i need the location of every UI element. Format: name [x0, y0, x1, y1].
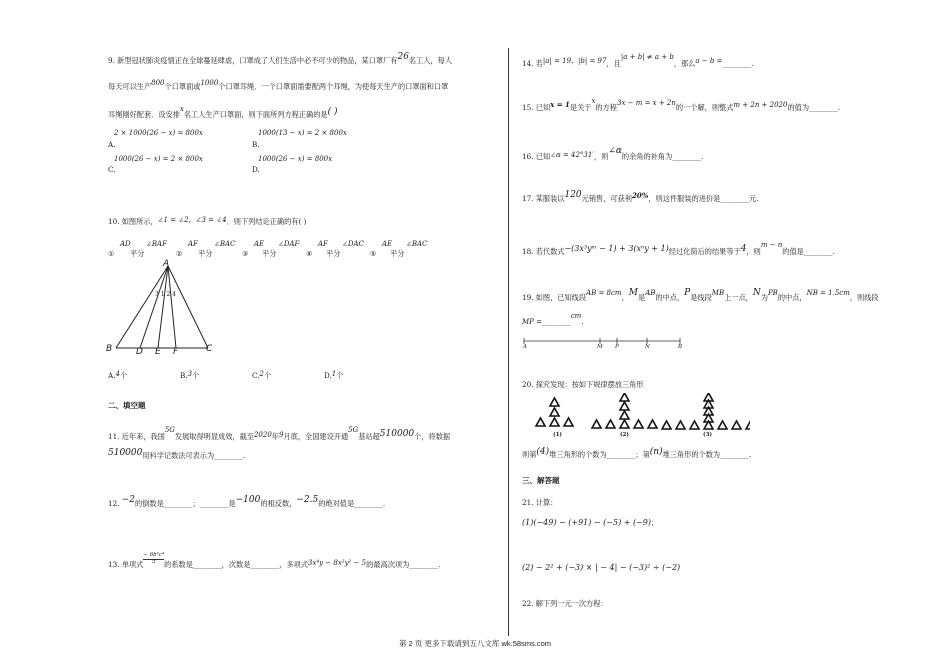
q9-option-c-label[interactable]: C. [108, 165, 116, 174]
point-d-label: D [136, 347, 143, 357]
q19-line2 [522, 312, 584, 327]
q20-stem: 20. 探究发现：按如下规律摆放三角形 [522, 380, 644, 389]
q19-text: 是线段 [690, 293, 712, 302]
q11-line1 [108, 426, 451, 443]
q14-text: ，那么 [673, 59, 696, 68]
q19-val: MB [711, 289, 725, 297]
q9-option-c-expr: 1000(26 − x) = 2 × 800x [114, 155, 203, 163]
q11-val: 5G [348, 426, 359, 434]
q10-option-a[interactable] [108, 372, 127, 381]
q9-text: 名工人生产口罩面，则下面所列方程正确的是 [183, 110, 328, 119]
q21-expr2 [522, 563, 680, 573]
q12-val: −2.5 [296, 495, 319, 505]
q19-text: . [581, 317, 584, 326]
q10-item-b: ∠BAC [406, 240, 428, 248]
line-ae [158, 266, 168, 348]
q9-option-a-label[interactable]: A. [108, 140, 116, 149]
q17-text: 17. 某服装以 [522, 194, 565, 203]
option-unit: 个 [264, 371, 272, 380]
q10-item-mid: 平分 [326, 249, 341, 258]
option-num: 3 [187, 370, 193, 378]
q19-val: P [684, 288, 691, 298]
q16-text: 的余角的补角为________. [621, 152, 704, 161]
q20-val: (4) [536, 447, 550, 457]
q19-text: 上一点， [724, 293, 753, 302]
q10-option-c[interactable] [252, 372, 271, 381]
q21-stem: 21. 计算： [522, 498, 558, 507]
q10-text: 10. 如图所示， [108, 217, 158, 226]
q9-option-d-label[interactable]: D. [252, 165, 260, 174]
seg-point-b: B [678, 344, 683, 350]
q14-val: a − b = [695, 57, 723, 65]
q19-text: 为 [760, 293, 768, 302]
q20-answer [522, 447, 752, 461]
q9-line1 [108, 52, 453, 67]
q14-text: ________. [722, 59, 754, 68]
q14-val: |a| = 19，|b| = 97 [542, 57, 607, 65]
q9-num-800: 800 [151, 79, 165, 87]
q10-text: ．则下列结论正确的有( ) [226, 217, 307, 226]
q11-text: 11. 近年来，我国 [108, 432, 165, 441]
q10-stem [108, 218, 306, 227]
q14-val: |a + b| ≠ a + b [620, 53, 674, 61]
q10-item-b: ∠DAC [342, 240, 364, 248]
q15-val: x = 1 [550, 100, 570, 109]
q10-item-b: ∠BAC [214, 240, 236, 248]
q9-var-x: x [179, 105, 184, 113]
option-letter: D. [324, 371, 332, 380]
q9-text: 个口罩面或 [164, 82, 201, 91]
q9-line3 [108, 105, 338, 121]
q12-text: 12. [108, 499, 122, 508]
seg-point-a: A [523, 344, 527, 350]
point-e-label: E [155, 347, 161, 357]
column-divider [508, 48, 509, 636]
q10-item-a: AF [188, 240, 198, 248]
q19-text: 的中点， [777, 293, 807, 302]
q16-text: 16. 已知 [522, 152, 551, 161]
q15 [522, 97, 841, 113]
q11-val: 2020 [253, 431, 272, 439]
q11-text: 个，将数据 [414, 432, 451, 441]
vertex-a-label: A [163, 259, 170, 269]
line-af [168, 266, 176, 348]
q9-option-b-label[interactable]: B. [252, 140, 260, 149]
q16-val: ∠α [608, 146, 622, 156]
q17-text: 元销售，可获利 [581, 194, 632, 203]
point-f-label: F [173, 347, 179, 357]
q20-triangle-pattern [520, 393, 750, 437]
q19-val: AB [645, 289, 656, 297]
q10-item-a: AF [318, 240, 328, 248]
q9-option-b-expr: 1000(13 − x) = 2 × 800x [258, 129, 347, 137]
q17-text: ，则这件服装的进价是________元. [648, 194, 759, 203]
option-num: 1 [331, 370, 337, 378]
q15-text: 是关于 [569, 103, 592, 112]
q19-val: N [752, 288, 761, 298]
option-unit: 个 [119, 371, 128, 380]
seg-point-p: P [615, 344, 619, 350]
q11-text: 用科学记数法可表示为________. [142, 451, 246, 460]
q13-monomial [143, 553, 164, 565]
q10-item-mid: 平分 [390, 249, 405, 258]
q10-item-num: ④ [306, 249, 313, 258]
q19-text: ， [621, 293, 629, 302]
q19-val: PB [767, 289, 778, 297]
q22-stem: 22. 解下列一元一次方程： [522, 599, 608, 608]
q13-text: 的系数是________，次数是________，多项式 [164, 560, 308, 569]
seg-point-n: N [645, 344, 650, 350]
option-unit: 个 [192, 371, 200, 380]
q20-val: (n) [649, 447, 663, 457]
option-unit: 个 [336, 371, 344, 380]
q9-text: 每天可以生产 [108, 82, 152, 91]
q18-text: ，则 [746, 247, 761, 256]
angle-labels: 3 1 2 4 [155, 291, 176, 298]
option-letter: B. [180, 371, 188, 380]
q13 [108, 552, 441, 571]
q10-option-b[interactable] [180, 372, 199, 381]
q15-text: 的值为________. [787, 103, 841, 112]
q20-text: 则第 [522, 450, 537, 459]
q17-val: 20% [631, 191, 649, 200]
side-ab [116, 266, 168, 348]
q18-text: 经过化简后的结果等于 [668, 247, 741, 256]
q10-item-mid: 平分 [198, 249, 213, 258]
q18-val: 4 [740, 244, 747, 254]
q12-val: −100 [235, 495, 261, 505]
q11-val: 510000 [108, 448, 143, 458]
q19-text: 是 [637, 293, 646, 302]
seg-point-m: M [597, 344, 603, 350]
q15-val: x [591, 97, 596, 105]
q11-val: 5G [164, 426, 175, 434]
q20-text: 堆三角形的个数为________. [662, 450, 752, 459]
vertex-c-label: C [206, 344, 213, 354]
q18-val: m − n [760, 241, 783, 249]
q10-item-a: AE [382, 240, 393, 248]
q9-num-1000: 1000 [200, 79, 219, 87]
q10-option-d[interactable] [324, 372, 343, 381]
q9-text: 9. 新型冠状肺炎疫情正在全球蔓延肆虐，口罩成了人们生活中必不可少的物品，某口罩厂有 [108, 56, 398, 65]
q11-text: 月底，全国建设开通 [283, 432, 349, 441]
q18-val: −(3x³yᵐ − 1) + 3(xⁿy + 1) [564, 244, 669, 253]
q19-text: ，则线段 [849, 293, 879, 302]
q15-val: m + 2n + 2020 [733, 101, 788, 109]
q17-val: 120 [564, 190, 582, 200]
q9-text: 名工人，每人 [408, 56, 453, 65]
section-solve-heading: 三、解答题 [522, 476, 560, 485]
q14-text: ，且 [606, 59, 621, 68]
q13-mono-den: 5 [151, 558, 156, 565]
option-letter: A. [108, 371, 116, 380]
q14 [522, 53, 754, 69]
q20-text: 堆三角形的个数为________；第 [549, 450, 650, 459]
q11-text: 年 [271, 432, 279, 441]
q10-item-b: ∠DAF [278, 240, 300, 248]
q16-text: ，则 [593, 152, 609, 161]
pile-label-3: (3) [703, 432, 713, 438]
q21-expr1 [522, 518, 658, 528]
q9-line2 [108, 79, 449, 92]
q9-option-a-expr: 2 × 1000(26 − x) = 800x [114, 129, 203, 137]
q10-item-a: AD [120, 240, 131, 248]
q19-text: 19. 如图，已知线段 [522, 293, 587, 302]
q14-text: 14. 若 [522, 59, 543, 68]
q19-segment-figure [520, 335, 690, 355]
q12 [108, 495, 386, 510]
q15-text: 15. 已知 [522, 103, 551, 112]
side-ac [168, 266, 208, 348]
q11-line2 [108, 448, 246, 462]
q19-val: cm [570, 312, 582, 320]
q10-item-num: ⑤ [370, 249, 377, 258]
q19-val: M [628, 288, 638, 298]
q12-text: 的倒数是________；________是 [135, 499, 236, 508]
q12-text: 的相反数， [260, 499, 297, 508]
q19-val: NB = 1.5cm [806, 289, 850, 297]
q10-item-mid: 平分 [262, 249, 277, 258]
pile-label-1: (1) [553, 432, 563, 438]
q11-text: 基站超 [358, 432, 380, 441]
q10-item-b: ∠BAF [146, 240, 167, 248]
option-num: 2 [259, 370, 264, 378]
q21-expr: (1)(−49) − (+91) − (−5) + (−9) [522, 518, 652, 527]
q10-condition: ∠1 = ∠2，∠3 = ∠4 [157, 216, 227, 224]
q11-text: 发展取得明显成效，截至 [174, 432, 254, 441]
q15-val: 3x − m = x + 2n [617, 99, 676, 107]
q18 [522, 241, 835, 258]
q9-num-workers: 26 [397, 52, 409, 62]
q13-text: 13. 单项式 [108, 560, 144, 569]
line-ad [140, 266, 168, 348]
q11-val: 9 [279, 431, 284, 439]
q19-text: 的中点， [655, 293, 685, 302]
option-letter: C. [252, 371, 260, 380]
q12-text: 的绝对值是________. [318, 499, 386, 508]
q13-text: 的最高次项为________. [366, 560, 441, 569]
option-num: 4 [115, 370, 120, 378]
q12-val: −2 [121, 495, 135, 505]
q13-mono-num: − 6b²c⁴ [143, 552, 165, 558]
q10-item-mid: 平分 [130, 249, 145, 258]
q19-val: MP = [522, 318, 542, 326]
q16-val: ∠α = 42°31′ [550, 151, 594, 159]
pile-label-2: (2) [620, 432, 630, 438]
q19-line1 [522, 288, 879, 304]
q13-polynomial: 3x⁴y − 8x²y² − 5 [307, 559, 367, 567]
q17 [522, 190, 759, 205]
q10-item-num: ③ [242, 249, 249, 258]
q16 [522, 146, 704, 163]
q9-text: 耳绳刚好配套．设安排 [108, 110, 180, 119]
q15-text: 的一个解，则整式 [675, 103, 734, 112]
vertex-b-label: B [106, 344, 113, 354]
q18-text: 18. 若代数式 [522, 247, 565, 256]
q11-val: 510000 [379, 429, 415, 439]
q10-item-a: AE [254, 240, 265, 248]
q10-item-num: ① [108, 249, 115, 258]
q10-item-num: ② [176, 249, 183, 258]
q15-text: 的方程 [595, 103, 617, 112]
q9-text: 个口罩耳绳．一个口罩面需要配两个耳绳，为使每天生产的口罩面和口罩 [218, 82, 449, 91]
q19-text: ________ [541, 317, 571, 326]
q21-expr: (2) − 2² + (−3) × | − 4| − (−3)² ÷ (−2) [522, 563, 681, 572]
q9-option-d-expr: 1000(26 − x) = 800x [258, 155, 333, 163]
q18-text: 的值是________. [782, 247, 835, 256]
section-fill-in-heading: 二、填空题 [108, 401, 146, 410]
q21-sep: ； [651, 518, 659, 527]
q9-answer-paren: ( ) [327, 107, 338, 117]
page-footer: 第 2 页 更多下载请到五八文库 wk.58sms.com [398, 639, 552, 648]
q19-val: AB = 8cm [586, 289, 622, 297]
